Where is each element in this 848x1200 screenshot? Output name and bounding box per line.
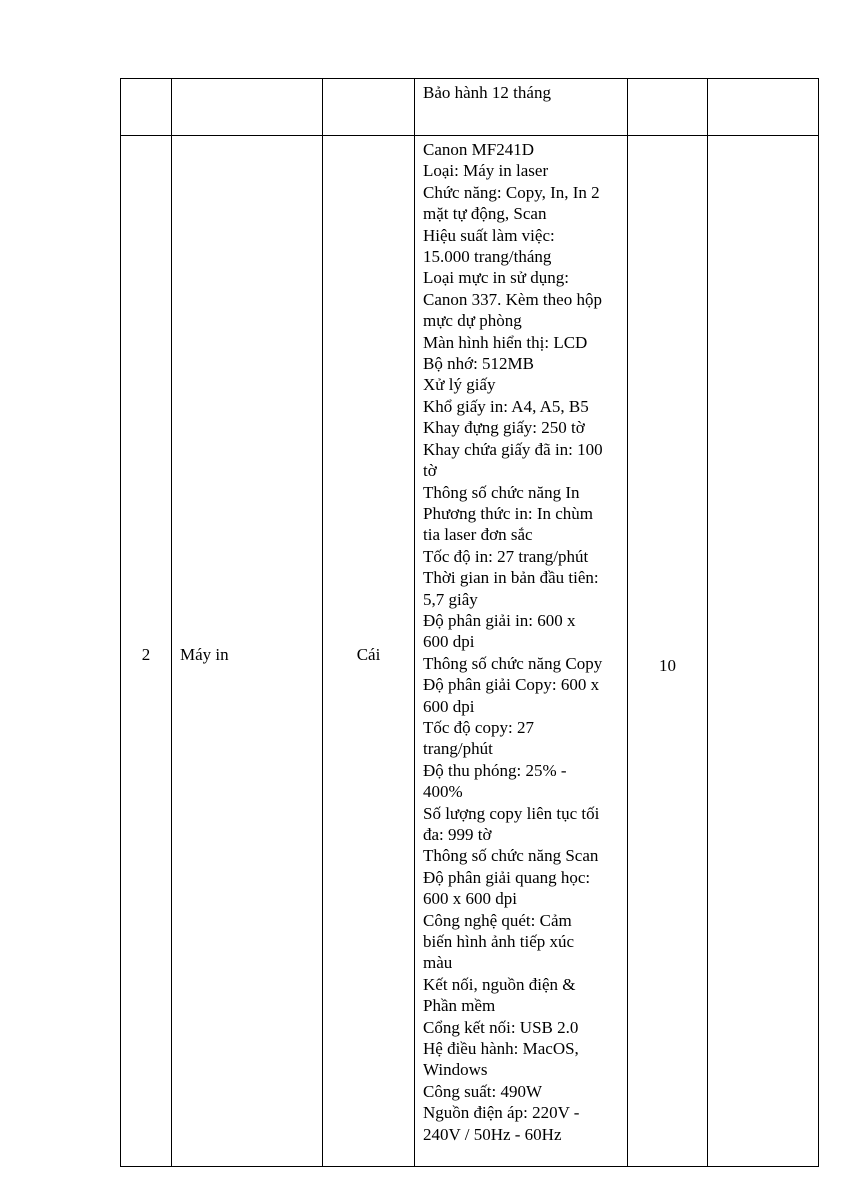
description-line: Độ thu phóng: 25% - bbox=[423, 760, 567, 780]
description-line: Hiệu suất làm việc: bbox=[423, 225, 555, 245]
description-line: Công suất: 490W bbox=[423, 1081, 542, 1101]
description-line: Độ phân giải quang học: bbox=[423, 867, 591, 887]
description-line: Phần mềm bbox=[423, 996, 496, 1016]
note-cell bbox=[708, 79, 819, 136]
description-line: Tốc độ in: 27 trang/phút bbox=[423, 546, 589, 566]
description-line: Chức năng: Copy, In, In 2 bbox=[423, 182, 600, 202]
description-line: 600 dpi bbox=[423, 632, 475, 652]
equipment-spec-table bbox=[120, 78, 819, 1167]
description-line: Khổ giấy in: A4, A5, B5 bbox=[423, 396, 589, 416]
description-line: Màn hình hiển thị: LCD bbox=[423, 332, 588, 352]
description-line: Nguồn điện áp: 220V - bbox=[423, 1103, 580, 1123]
table-row-continued bbox=[121, 79, 819, 136]
note-cell bbox=[708, 136, 819, 1167]
name-cell: Máy in bbox=[172, 136, 323, 1167]
quantity-cell bbox=[628, 79, 708, 136]
description-line: Canon MF241D bbox=[423, 140, 534, 159]
description-line: Windows bbox=[423, 1060, 488, 1080]
description-line: biến hình ảnh tiếp xúc bbox=[423, 932, 575, 952]
description-line: Canon 337. Kèm theo hộp bbox=[423, 289, 602, 309]
description-line: trang/phút bbox=[423, 739, 493, 759]
description-line: mặt tự động, Scan bbox=[423, 204, 547, 224]
description-line: Loại: Máy in laser bbox=[423, 161, 549, 181]
description-line: tờ bbox=[423, 461, 437, 481]
description-line: đa: 999 tờ bbox=[423, 825, 492, 844]
unit-cell bbox=[323, 79, 415, 136]
description-line: Khay đựng giấy: 250 tờ bbox=[423, 418, 585, 438]
description-line: Thời gian in bản đầu tiên: bbox=[423, 568, 599, 588]
description-line: Bảo hành 12 tháng bbox=[423, 83, 551, 102]
description-line: Độ phân giải Copy: 600 x bbox=[423, 675, 600, 695]
description-line: Loại mực in sử dụng: bbox=[423, 268, 569, 288]
description-line: Số lượng copy liên tục tối bbox=[423, 803, 600, 823]
description-line: Kết nối, nguồn điện & bbox=[423, 974, 576, 994]
quantity-cell: 10 bbox=[628, 136, 708, 1167]
description-line: Cổng kết nối: USB 2.0 bbox=[423, 1017, 579, 1037]
table-row-printer bbox=[121, 136, 819, 1167]
description-line: 600 x 600 dpi bbox=[423, 889, 517, 909]
description-line: 600 dpi bbox=[423, 696, 475, 716]
description-line: Tốc độ copy: 27 bbox=[423, 717, 534, 737]
description-line: Công nghệ quét: Cảm bbox=[423, 910, 572, 930]
description-line: tia laser đơn sắc bbox=[423, 525, 533, 545]
description-line: 5,7 giây bbox=[423, 589, 478, 609]
description-line: Hệ điều hành: MacOS, bbox=[423, 1039, 579, 1059]
description-line: Phương thức in: In chùm bbox=[423, 503, 594, 523]
description-line: Thông số chức năng In bbox=[423, 482, 580, 502]
description-line: Khay chứa giấy đã in: 100 bbox=[423, 439, 603, 459]
description-line: Thông số chức năng Copy bbox=[423, 653, 603, 673]
description-line: Thông số chức năng Scan bbox=[423, 846, 599, 866]
stt-cell bbox=[121, 79, 172, 136]
stt-cell: 2 bbox=[121, 136, 172, 1167]
description-line: Xử lý giấy bbox=[423, 375, 496, 395]
description-line: 15.000 trang/tháng bbox=[423, 247, 552, 267]
description-line: màu bbox=[423, 953, 453, 973]
description-cell bbox=[415, 136, 628, 1167]
description-line: 400% bbox=[423, 782, 463, 802]
description-line: Bộ nhớ: 512MB bbox=[423, 354, 535, 374]
description-line: mực dự phòng bbox=[423, 311, 522, 331]
name-cell bbox=[172, 79, 323, 136]
description-line: Độ phân giải in: 600 x bbox=[423, 610, 576, 630]
description-line: 240V / 50Hz - 60Hz bbox=[423, 1124, 562, 1144]
description-cell bbox=[415, 79, 628, 136]
unit-cell: Cái bbox=[323, 136, 415, 1167]
